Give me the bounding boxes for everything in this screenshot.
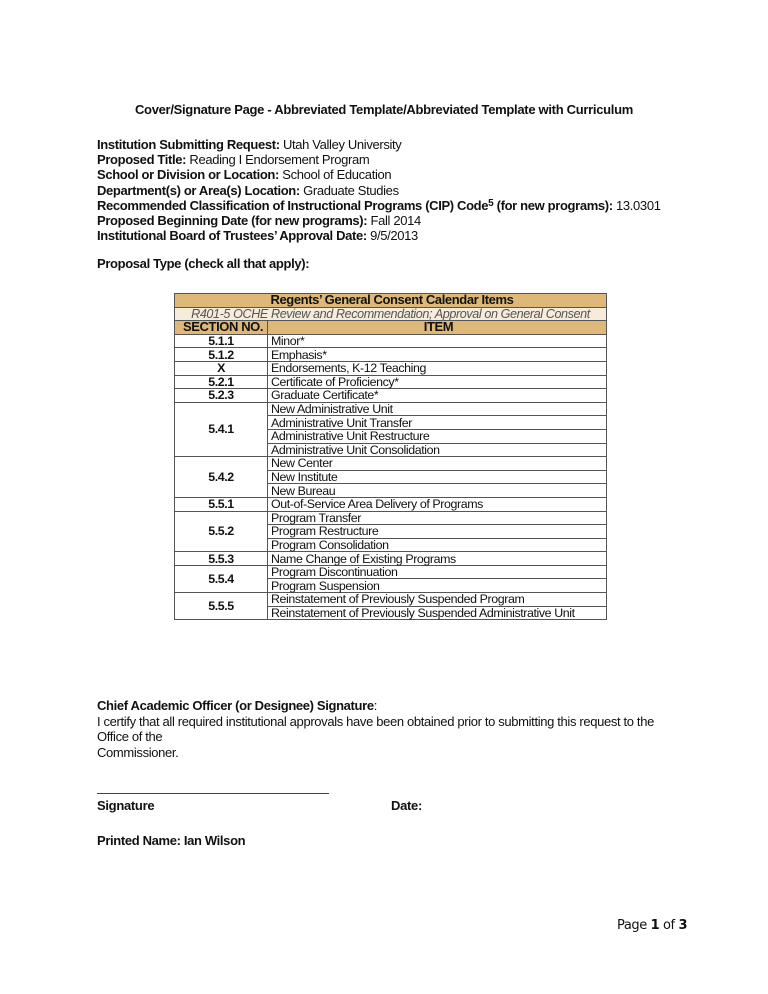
table-row: [175, 497, 607, 511]
item-name: Reinstatement of Previously Suspended Program: [268, 593, 607, 607]
item-name: Administrative Unit Restructure: [268, 429, 607, 443]
footnote-marker[interactable]: 5: [488, 197, 494, 209]
item-name: Reinstatement of Previously Suspended Administrative Unit: [268, 606, 607, 620]
certification-heading-line: [97, 698, 697, 714]
table-row: [175, 334, 607, 348]
table-row: [175, 511, 607, 525]
signature-line[interactable]: [97, 793, 329, 794]
table-row: [175, 375, 607, 389]
field-label: School or Division or Location:: [97, 167, 279, 183]
item-name: Emphasis*: [268, 348, 607, 362]
item-name: Administrative Unit Consolidation: [268, 443, 607, 457]
certification-text-1: I certify that all required institutional approvals have been obtained prior to submitting this request to the: [97, 713, 654, 729]
document-title: Cover/Signature Page - Abbreviated Template/Abbreviated Template with Curriculum: [134, 102, 634, 117]
field-proposed-title: [97, 152, 661, 167]
item-name: Administrative Unit Transfer: [268, 416, 607, 430]
proposal-type-heading: Proposal Type (check all that apply):: [97, 256, 310, 271]
heading-colon: :: [373, 698, 377, 713]
item-name: Program Transfer: [268, 511, 607, 525]
section-number: 5.5.4: [175, 565, 268, 592]
item-name: Graduate Certificate*: [268, 389, 607, 403]
item-name: New Bureau: [268, 484, 607, 498]
table-subtitle: R401-5 OCHE Review and Recommendation; Approval on General Consent: [175, 307, 607, 321]
item-name: Program Discontinuation: [268, 565, 607, 579]
section-number: 5.5.2: [175, 511, 268, 552]
table-row: [175, 593, 607, 607]
table-row: [175, 389, 607, 403]
item-name: Out-of-Service Area Delivery of Programs: [268, 497, 607, 511]
field-approval-date: [97, 228, 661, 243]
field-institution: [97, 137, 661, 152]
field-label: Institution Submitting Request:: [97, 137, 280, 152]
field-department: [97, 183, 661, 198]
field-value: Reading I Endorsement Program: [189, 152, 370, 168]
table-row: [175, 361, 607, 375]
page-current: 1: [650, 918, 660, 933]
table-row: [175, 348, 607, 362]
field-beginning-date: [97, 213, 661, 228]
printed-name-label: Printed Name:: [97, 833, 181, 848]
page-total: 3: [678, 918, 688, 933]
printed-name: [97, 833, 245, 848]
field-value: 13.0301: [616, 197, 661, 213]
table-title: Regents’ General Consent Calendar Items: [175, 294, 607, 308]
field-label: Recommended Classification of Instructional Programs (CIP) Code: [97, 197, 489, 213]
field-value: Utah Valley University: [282, 137, 402, 152]
field-label: Department(s) or Area(s) Location:: [97, 182, 300, 198]
field-value: 9/5/2013: [370, 228, 418, 244]
consent-calendar-table: [174, 293, 607, 620]
certification-block: [97, 698, 697, 760]
certification-text-3: Commissioner.: [97, 744, 179, 760]
table-row: [175, 457, 607, 471]
request-info: [97, 137, 661, 243]
table-row: [175, 565, 607, 579]
section-number: 5.1.1: [175, 334, 268, 348]
certification-text-2: Office of the: [97, 729, 163, 744]
field-value: Graduate Studies: [303, 182, 399, 198]
item-name: New Institute: [268, 470, 607, 484]
item-name: Program Consolidation: [268, 538, 607, 552]
section-number: 5.5.1: [175, 497, 268, 511]
item-name: Program Suspension: [268, 579, 607, 593]
page-prefix: Page: [617, 918, 647, 933]
section-number: 5.1.2: [175, 348, 268, 362]
item-name: Name Change of Existing Programs: [268, 552, 607, 566]
table-title-row: [175, 294, 607, 308]
page-number: [617, 918, 687, 933]
field-label: Institutional Board of Trustees’ Approval Date:: [97, 228, 367, 244]
section-number: 5.4.1: [175, 402, 268, 456]
printed-name-value: Ian Wilson: [183, 833, 246, 848]
item-name: Minor*: [268, 334, 607, 348]
signature-label: Signature: [97, 798, 155, 813]
field-school: [97, 167, 661, 182]
field-label: Proposed Title:: [97, 152, 187, 168]
field-label: Proposed Beginning Date (for new programs):: [97, 213, 368, 229]
column-header-section: SECTION NO.: [175, 321, 268, 335]
table-row: [175, 552, 607, 566]
item-name: New Center: [268, 457, 607, 471]
column-header-item: ITEM: [268, 321, 607, 335]
certification-heading: Chief Academic Officer (or Designee) Signature: [97, 698, 374, 713]
date-label: Date:: [391, 798, 423, 813]
field-cip-code: [97, 198, 661, 213]
item-name: New Administrative Unit: [268, 402, 607, 416]
section-number: 5.2.3: [175, 389, 268, 403]
section-number[interactable]: X: [175, 361, 268, 375]
item-name: Endorsements, K-12 Teaching: [268, 361, 607, 375]
field-value: School of Education: [282, 167, 392, 183]
section-number: 5.5.3: [175, 552, 268, 566]
section-number: 5.5.5: [175, 593, 268, 620]
item-name: Certificate of Proficiency*: [268, 375, 607, 389]
table-row: [175, 402, 607, 416]
table-column-header-row: [175, 321, 607, 335]
page-of: of: [663, 918, 675, 933]
item-name: Program Restructure: [268, 525, 607, 539]
field-label-suffix: (for new programs):: [496, 197, 613, 213]
field-value: Fall 2014: [370, 213, 421, 229]
section-number: 5.2.1: [175, 375, 268, 389]
section-number: 5.4.2: [175, 457, 268, 498]
